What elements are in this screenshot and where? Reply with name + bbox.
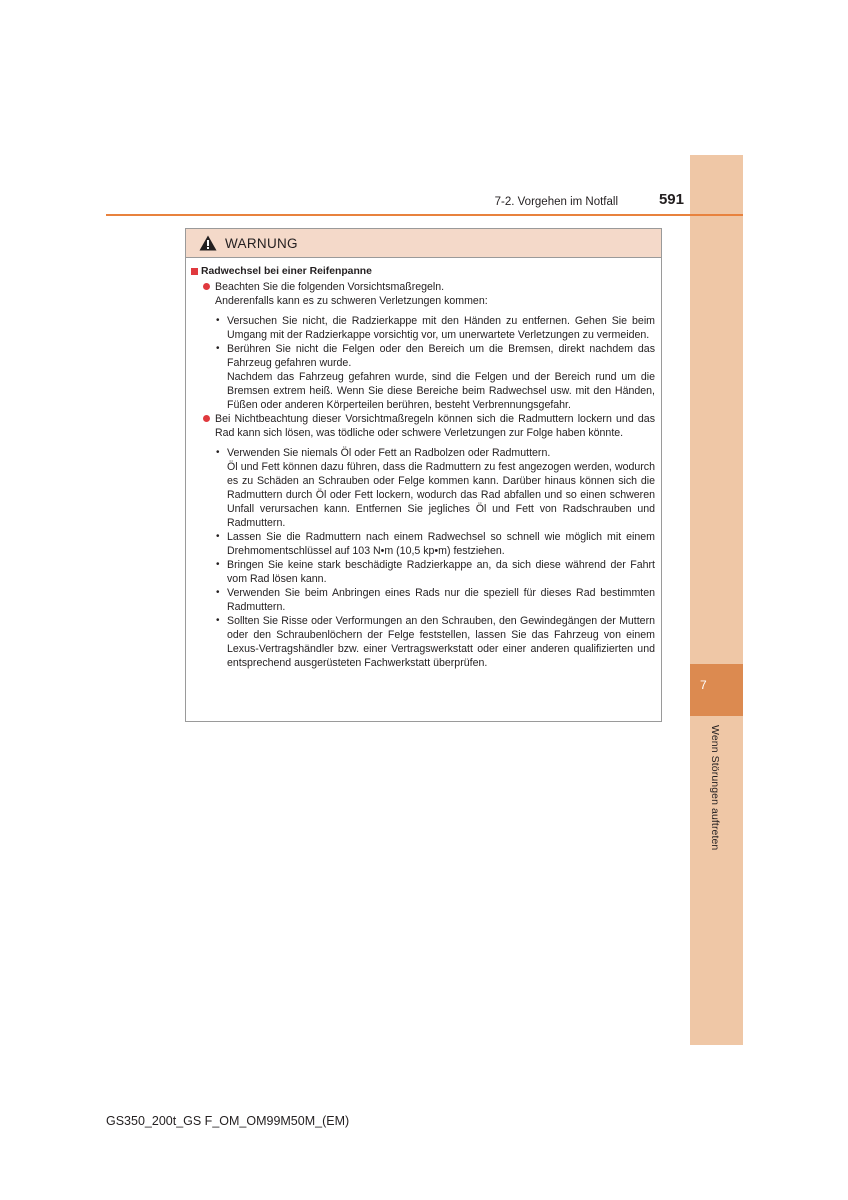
sub-item-text: Nachdem das Fahrzeug gefahren wurde, sind die Felgen und der Bereich rund um die Bremsen extrem heiß. Wenn Sie diese Bereiche beim Radwechsel usw. mit den Händen, Füßen oder anderen Körperteilen berühren, besteht Verbrennungsgefahr.	[227, 371, 655, 411]
sub-item-text: Berühren Sie nicht die Felgen oder den Bereich um die Bremsen, direkt nachdem das Fahrzeug gefahren wurde.	[227, 343, 655, 369]
chapter-number-tab	[690, 664, 743, 716]
chapter-side-tab	[690, 155, 743, 1045]
document-footer: GS350_200t_GS F_OM_OM99M50M_(EM)	[106, 1114, 350, 1128]
item-text: Beachten Sie die folgenden Vorsichtsmaßregeln.	[215, 281, 445, 293]
sub-list-item	[186, 614, 661, 670]
red-bullet-icon	[203, 283, 210, 290]
sub-item-text: Verwenden Sie beim Anbringen eines Rads nur die speziell für dieses Rad bestimmten Radmuttern.	[227, 587, 655, 613]
sub-list-item	[186, 446, 661, 530]
warning-title: WARNUNG	[225, 235, 298, 251]
sub-item-text: Sollten Sie Risse oder Verformungen an den Schrauben, den Gewindegängen der Muttern oder den Schraubenlöchern der Felge feststellen, lassen Sie das Fahrzeug von einem Lexus-Vertragshändler bzw. einer Vertragswerkstatt oder einer anderen qualifizierten und entsprechend ausgerüsteten Fachwerkstatt überprüfen.	[227, 615, 655, 669]
page-number: 591	[658, 191, 684, 208]
list-item	[186, 412, 661, 440]
bullet-icon: •	[216, 315, 220, 326]
sub-item-text: Lassen Sie die Radmuttern nach einem Radwechsel so schnell wie möglich mit einem Drehmomentschlüssel auf 103 N•m (10,5 kp•m) festziehen.	[227, 531, 655, 557]
list-item	[186, 280, 661, 308]
sub-item-text: Versuchen Sie nicht, die Radzierkappe mit den Händen zu entfernen. Gehen Sie beim Umgang mit der Radzierkappe vorsichtig vor, um unerwartete Verletzungen zu vermeiden.	[227, 315, 655, 341]
bullet-icon: •	[216, 343, 220, 354]
header-rule	[106, 214, 743, 216]
warning-content	[186, 265, 661, 670]
sub-item-text: Öl und Fett können dazu führen, dass die Radmuttern zu fest angezogen werden, wodurch es zu Schäden an Schrauben oder Felge kommen kann. Darüber hinaus können sich die Radmuttern durch Öl oder Fett lockern, wodurch das Rad abfallen und so einen schweren Unfall verursachen kann. Entfernen Sie jegliches Öl und Fett von Radschrauben und Radmuttern.	[227, 461, 655, 529]
sub-list-item	[186, 314, 661, 342]
bullet-icon: •	[216, 559, 220, 570]
item-text: Anderenfalls kann es zu schweren Verletzungen kommen:	[215, 295, 488, 307]
bullet-icon: •	[216, 587, 220, 598]
section-heading-text: Radwechsel bei einer Reifenpanne	[201, 266, 372, 277]
warning-triangle-icon	[199, 235, 217, 251]
sub-list-item	[186, 586, 661, 614]
sub-list-item	[186, 342, 661, 412]
warning-box	[185, 228, 662, 722]
sub-list-item	[186, 530, 661, 558]
chapter-label: Wenn Störungen auftreten	[709, 725, 721, 851]
item-text: Bei Nichtbeachtung dieser Vorsichtmaßregeln können sich die Radmuttern lockern und das Rad kann sich lösen, was tödliche oder schwere Verletzungen zur Folge haben könnte.	[215, 413, 655, 439]
section-heading	[186, 265, 661, 279]
sub-item-text: Bringen Sie keine stark beschädigte Radzierkappe an, da sich diese während der Fahrt vom Rad lösen kann.	[227, 559, 655, 585]
sub-item-text: Verwenden Sie niemals Öl oder Fett an Radbolzen oder Radmuttern.	[227, 447, 551, 459]
bullet-icon: •	[216, 447, 220, 458]
section-title: 7-2. Vorgehen im Notfall	[494, 196, 618, 208]
chapter-number: 7	[700, 678, 707, 692]
warning-header	[186, 229, 661, 258]
red-square-icon	[191, 268, 198, 275]
red-bullet-icon	[203, 415, 210, 422]
bullet-icon: •	[216, 615, 220, 626]
bullet-icon: •	[216, 531, 220, 542]
sub-list-item	[186, 558, 661, 586]
